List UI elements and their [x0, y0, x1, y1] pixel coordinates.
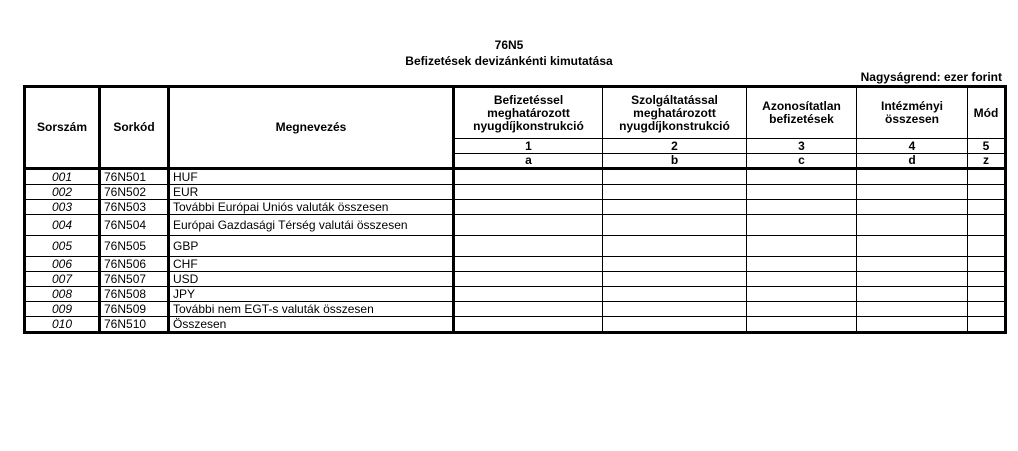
row-index: 002	[25, 185, 100, 200]
row-index: 007	[25, 272, 100, 287]
row-name: EUR	[169, 185, 454, 200]
col-number: 3	[747, 139, 857, 154]
value-cell-z[interactable]	[968, 257, 1006, 272]
col-number: 4	[857, 139, 968, 154]
value-cell-a[interactable]	[454, 272, 603, 287]
value-cell-d[interactable]	[857, 236, 968, 257]
value-cell-z[interactable]	[968, 317, 1006, 333]
col-letter: a	[454, 154, 603, 169]
value-cell-d[interactable]	[857, 169, 968, 185]
value-cell-d[interactable]	[857, 272, 968, 287]
col-letter: z	[968, 154, 1006, 169]
row-code: 76N509	[100, 302, 169, 317]
value-cell-c[interactable]	[747, 185, 857, 200]
row-code: 76N504	[100, 215, 169, 236]
value-cell-b[interactable]	[603, 287, 747, 302]
value-cell-z[interactable]	[968, 287, 1006, 302]
value-cell-a[interactable]	[454, 236, 603, 257]
col-letter: c	[747, 154, 857, 169]
table-row	[25, 302, 1006, 317]
value-cell-a[interactable]	[454, 200, 603, 215]
form-title: Befizetések devizánkénti kimutatása	[405, 54, 613, 68]
table-row	[25, 287, 1006, 302]
value-cell-c[interactable]	[747, 257, 857, 272]
value-cell-c[interactable]	[747, 287, 857, 302]
value-cell-b[interactable]	[603, 272, 747, 287]
value-cell-z[interactable]	[968, 236, 1006, 257]
table-row	[25, 215, 1006, 236]
value-cell-a[interactable]	[454, 169, 603, 185]
value-cell-d[interactable]	[857, 215, 968, 236]
table-row	[25, 169, 1006, 185]
value-cell-a[interactable]	[454, 317, 603, 333]
value-cell-c[interactable]	[747, 215, 857, 236]
header-sorkod: Sorkód	[100, 87, 169, 169]
header-col-1: Befizetéssel meghatározott nyugdíjkonstrukció	[454, 87, 603, 139]
row-code: 76N501	[100, 169, 169, 185]
row-name: CHF	[169, 257, 454, 272]
row-code: 76N510	[100, 317, 169, 333]
row-index: 010	[25, 317, 100, 333]
value-cell-z[interactable]	[968, 169, 1006, 185]
unit-label: Nagyságrend: ezer forint	[860, 70, 1002, 84]
header-megnevezes: Megnevezés	[169, 87, 454, 169]
row-code: 76N502	[100, 185, 169, 200]
row-index: 008	[25, 287, 100, 302]
col-letter: d	[857, 154, 968, 169]
value-cell-b[interactable]	[603, 257, 747, 272]
value-cell-a[interactable]	[454, 257, 603, 272]
row-code: 76N507	[100, 272, 169, 287]
value-cell-d[interactable]	[857, 317, 968, 333]
value-cell-c[interactable]	[747, 169, 857, 185]
value-cell-z[interactable]	[968, 272, 1006, 287]
value-cell-b[interactable]	[603, 185, 747, 200]
value-cell-c[interactable]	[747, 272, 857, 287]
header-col-5: Mód	[968, 87, 1006, 139]
row-name: USD	[169, 272, 454, 287]
row-index: 009	[25, 302, 100, 317]
value-cell-b[interactable]	[603, 317, 747, 333]
row-name: További Európai Uniós valuták összesen	[169, 200, 454, 215]
header-sorszam: Sorszám	[25, 87, 100, 169]
header-col-3: Azonosítatlan befizetések	[747, 87, 857, 139]
header-col-2: Szolgáltatással meghatározott nyugdíjkonstrukció	[603, 87, 747, 139]
value-cell-d[interactable]	[857, 257, 968, 272]
row-code: 76N508	[100, 287, 169, 302]
value-cell-d[interactable]	[857, 200, 968, 215]
table-row	[25, 236, 1006, 257]
value-cell-z[interactable]	[968, 215, 1006, 236]
value-cell-c[interactable]	[747, 200, 857, 215]
value-cell-c[interactable]	[747, 302, 857, 317]
col-number: 5	[968, 139, 1006, 154]
value-cell-b[interactable]	[603, 169, 747, 185]
row-index: 005	[25, 236, 100, 257]
row-code: 76N505	[100, 236, 169, 257]
value-cell-a[interactable]	[454, 287, 603, 302]
col-letter: b	[603, 154, 747, 169]
row-index: 006	[25, 257, 100, 272]
value-cell-z[interactable]	[968, 185, 1006, 200]
value-cell-d[interactable]	[857, 302, 968, 317]
row-name: GBP	[169, 236, 454, 257]
row-code: 76N506	[100, 257, 169, 272]
value-cell-a[interactable]	[454, 215, 603, 236]
row-name: Európai Gazdasági Térség valutái összesen	[169, 215, 454, 236]
row-name: HUF	[169, 169, 454, 185]
header-col-4: Intézményi összesen	[857, 87, 968, 139]
table-row	[25, 200, 1006, 215]
value-cell-b[interactable]	[603, 302, 747, 317]
value-cell-a[interactable]	[454, 302, 603, 317]
row-index: 003	[25, 200, 100, 215]
form-code: 76N5	[494, 38, 524, 52]
value-cell-c[interactable]	[747, 236, 857, 257]
value-cell-z[interactable]	[968, 200, 1006, 215]
row-name: További nem EGT-s valuták összesen	[169, 302, 454, 317]
table-row	[25, 257, 1006, 272]
row-name: Összesen	[169, 317, 454, 333]
row-name: JPY	[169, 287, 454, 302]
row-index: 001	[25, 169, 100, 185]
row-index: 004	[25, 215, 100, 236]
col-number: 1	[454, 139, 603, 154]
table-row	[25, 272, 1006, 287]
value-cell-b[interactable]	[603, 200, 747, 215]
value-cell-d[interactable]	[857, 185, 968, 200]
report-table	[23, 85, 1007, 334]
table-row	[25, 317, 1006, 333]
value-cell-a[interactable]	[454, 185, 603, 200]
col-number: 2	[603, 139, 747, 154]
value-cell-b[interactable]	[603, 215, 747, 236]
value-cell-d[interactable]	[857, 287, 968, 302]
row-code: 76N503	[100, 200, 169, 215]
value-cell-b[interactable]	[603, 236, 747, 257]
value-cell-c[interactable]	[747, 317, 857, 333]
value-cell-z[interactable]	[968, 302, 1006, 317]
table-row	[25, 185, 1006, 200]
